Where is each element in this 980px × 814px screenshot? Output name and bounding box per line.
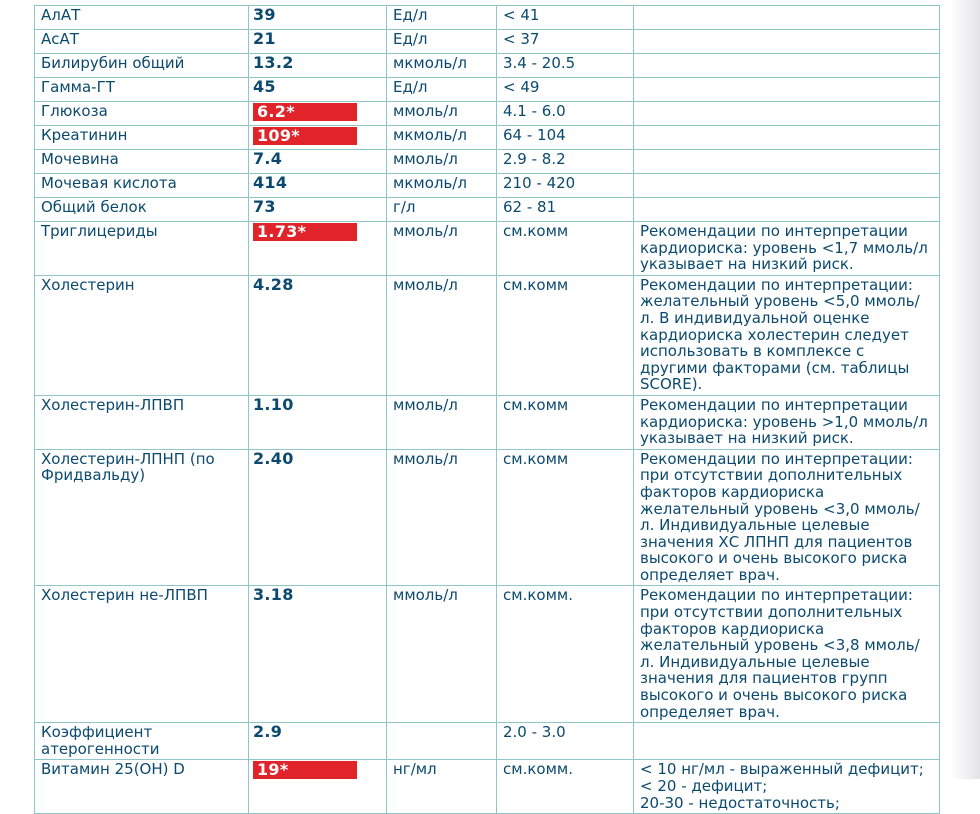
reference-range: см.комм	[497, 275, 634, 395]
test-comment	[634, 78, 940, 102]
reference-range: 2.9 - 8.2	[497, 150, 634, 174]
test-value: 73	[253, 197, 276, 216]
test-name: АсАТ	[35, 30, 249, 54]
test-unit: нг/мл	[387, 760, 497, 814]
test-name: Коэффициент атерогенности	[35, 723, 249, 760]
test-value: 4.28	[253, 274, 294, 294]
test-comment: Рекомендации по интерпретации: желательный уровень <5,0 ммоль/л. В индивидуальной оценке кардиориска холестерин следует использовать в комплексе с другими факторами (см. таблицы SCORE).	[634, 275, 940, 395]
table-row	[35, 222, 940, 276]
test-comment	[634, 30, 940, 54]
test-name: Общий белок	[35, 198, 249, 222]
cut-off-text	[34, 772, 39, 790]
test-value-cell	[249, 723, 387, 760]
test-unit: ммоль/л	[387, 275, 497, 395]
reference-range: 4.1 - 6.0	[497, 102, 634, 126]
test-comment	[634, 102, 940, 126]
reference-range: < 37	[497, 30, 634, 54]
test-value-cell	[249, 150, 387, 174]
table-row	[35, 449, 940, 586]
test-value-cell	[249, 395, 387, 449]
test-name: Билирубин общий	[35, 54, 249, 78]
test-value-cell	[249, 78, 387, 102]
test-unit: ммоль/л	[387, 150, 497, 174]
test-value: 1.10	[253, 394, 294, 414]
table-row	[35, 723, 940, 760]
test-value-cell	[249, 198, 387, 222]
test-comment	[634, 126, 940, 150]
test-value: 414	[253, 173, 288, 192]
flagged-value: 1.73*	[253, 223, 357, 241]
test-unit: мкмоль/л	[387, 54, 497, 78]
test-comment	[634, 150, 940, 174]
table-row	[35, 126, 940, 150]
reference-range: см.комм.	[497, 586, 634, 723]
test-name: Мочевая кислота	[35, 174, 249, 198]
test-value: 7.4	[253, 149, 283, 168]
table-row	[35, 150, 940, 174]
table-row	[35, 275, 940, 395]
reference-range: 2.0 - 3.0	[497, 723, 634, 760]
test-unit: ммоль/л	[387, 586, 497, 723]
test-value: 21	[253, 29, 276, 48]
test-unit: мкмоль/л	[387, 174, 497, 198]
test-value-cell	[249, 275, 387, 395]
test-comment	[634, 723, 940, 760]
table-row	[35, 174, 940, 198]
lab-results-table	[34, 5, 940, 814]
table-row	[35, 586, 940, 723]
test-unit: г/л	[387, 198, 497, 222]
test-value: 13.2	[253, 53, 294, 72]
test-unit	[387, 723, 497, 760]
reference-range: 62 - 81	[497, 198, 634, 222]
reference-range: < 41	[497, 6, 634, 30]
test-unit: Ед/л	[387, 6, 497, 30]
test-name: Витамин 25(OH) D	[35, 760, 249, 814]
test-value-cell	[249, 102, 387, 126]
table-row	[35, 102, 940, 126]
test-value-cell	[249, 174, 387, 198]
test-comment	[634, 198, 940, 222]
table-row	[35, 760, 940, 814]
reference-range: см.комм	[497, 222, 634, 276]
test-name: Холестерин-ЛПНП (по Фридвальду)	[35, 449, 249, 586]
table-row	[35, 6, 940, 30]
test-value-cell	[249, 54, 387, 78]
test-comment	[634, 174, 940, 198]
test-value-cell	[249, 30, 387, 54]
scroll-edge-shadow	[950, 0, 980, 779]
reference-range: < 49	[497, 78, 634, 102]
test-comment: Рекомендации по интерпретации кардиориска: уровень <1,7 ммоль/л указывает на низкий риск.	[634, 222, 940, 276]
test-value-cell	[249, 449, 387, 586]
test-unit: ммоль/л	[387, 102, 497, 126]
test-name: Холестерин-ЛПВП	[35, 395, 249, 449]
test-value: 3.18	[253, 585, 294, 605]
test-name: Триглицериды	[35, 222, 249, 276]
flagged-value: 19*	[253, 761, 357, 779]
test-value-cell	[249, 222, 387, 276]
test-unit: Ед/л	[387, 30, 497, 54]
test-name: Глюкоза	[35, 102, 249, 126]
test-unit: ммоль/л	[387, 395, 497, 449]
reference-range: см.комм	[497, 449, 634, 586]
test-name: Мочевина	[35, 150, 249, 174]
test-name: Креатинин	[35, 126, 249, 150]
test-unit: ммоль/л	[387, 222, 497, 276]
flagged-value: 6.2*	[253, 103, 357, 121]
table-row	[35, 78, 940, 102]
flagged-value: 109*	[253, 127, 357, 145]
reference-range: 3.4 - 20.5	[497, 54, 634, 78]
table-row	[35, 395, 940, 449]
reference-range: см.комм.	[497, 760, 634, 814]
test-unit: Ед/л	[387, 78, 497, 102]
table-row	[35, 54, 940, 78]
table-row	[35, 30, 940, 54]
test-comment	[634, 54, 940, 78]
test-unit: ммоль/л	[387, 449, 497, 586]
test-unit: мкмоль/л	[387, 126, 497, 150]
test-comment: Рекомендации по интерпретации кардиориска: уровень >1,0 ммоль/л указывает на низкий риск.	[634, 395, 940, 449]
test-comment: Рекомендации по интерпретации: при отсутствии дополнительных факторов кардиориска желательный уровень <3,8 ммоль/л. Индивидуальные целевые значения для пациентов групп высокого и очень высокого риска определяет врач.	[634, 586, 940, 723]
test-value: 45	[253, 77, 276, 96]
test-name: Холестерин не-ЛПВП	[35, 586, 249, 723]
test-name: Гамма-ГТ	[35, 78, 249, 102]
test-value-cell	[249, 586, 387, 723]
test-comment: < 10 нг/мл - выраженный дефицит; < 20 - дефицит; 20-30 - недостаточность;	[634, 760, 940, 814]
test-value-cell	[249, 126, 387, 150]
test-value-cell	[249, 6, 387, 30]
table-row	[35, 198, 940, 222]
reference-range: см.комм	[497, 395, 634, 449]
reference-range: 210 - 420	[497, 174, 634, 198]
test-comment	[634, 6, 940, 30]
test-value: 39	[253, 5, 276, 24]
test-value: 2.40	[253, 448, 294, 468]
test-name: Холестерин	[35, 275, 249, 395]
test-value: 2.9	[253, 722, 283, 742]
test-value-cell	[249, 760, 387, 814]
reference-range: 64 - 104	[497, 126, 634, 150]
test-comment: Рекомендации по интерпретации: при отсутствии дополнительных факторов кардиориска желательный уровень <3,0 ммоль/л. Индивидуальные целевые значения ХС ЛПНП для пациентов высокого и очень высокого риска определяет врач.	[634, 449, 940, 586]
test-name: АлАТ	[35, 6, 249, 30]
